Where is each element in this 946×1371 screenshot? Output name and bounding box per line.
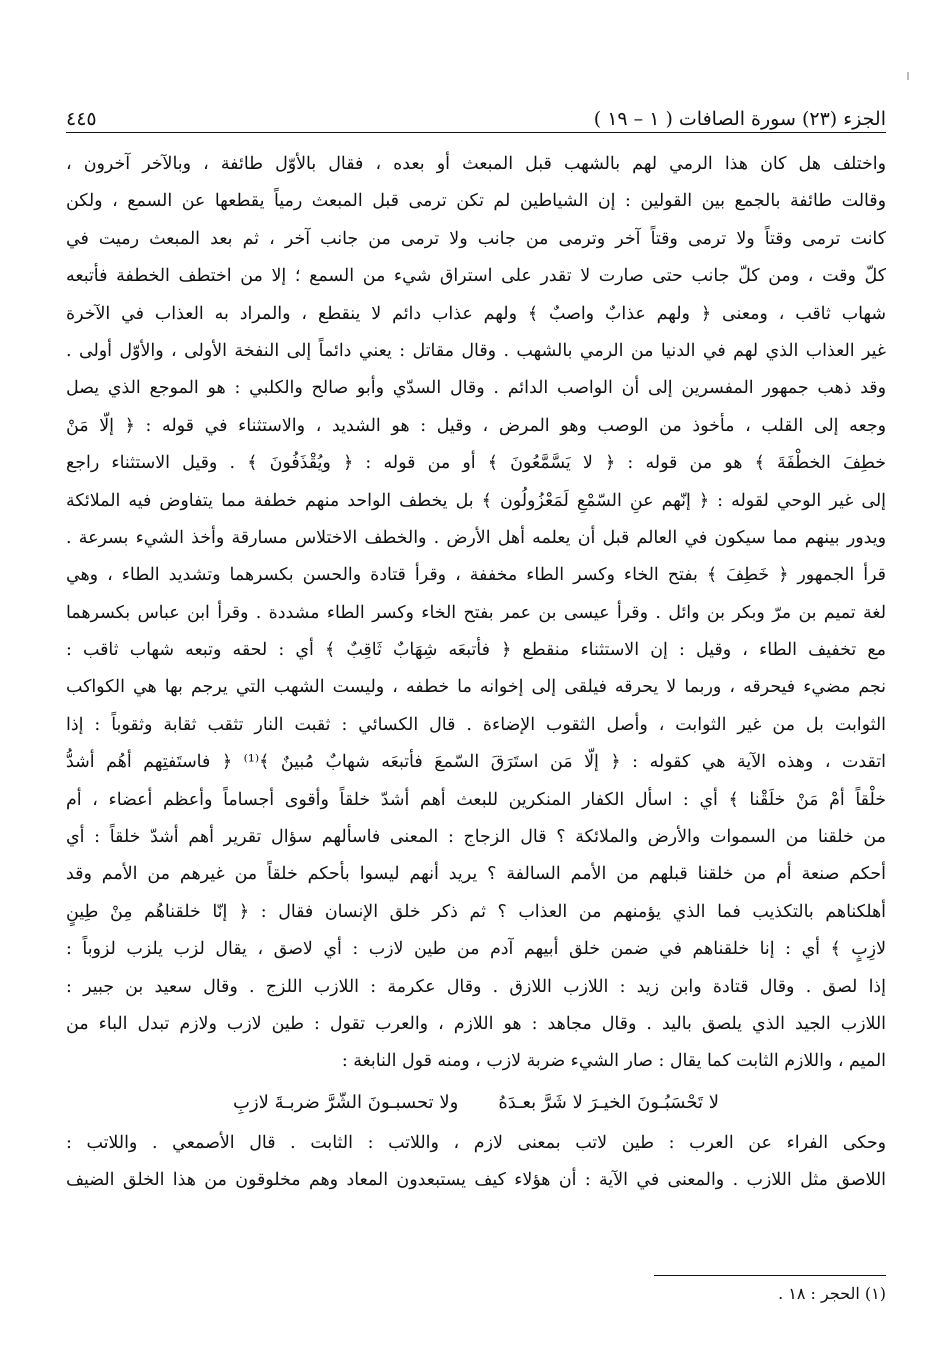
- running-title: الجزء (٢٣) سورة الصافات ( ١ – ١٩ ): [593, 108, 886, 130]
- text-line: إذا لصق . وقال قتادة وابن زيد : اللازب اللازق . وقال عكرمة : اللازب اللزج . وقال سعيد بن جبير :: [66, 976, 886, 997]
- text-line: لازِبٍ ﴾ أي : إنا خلقناهم في ضمن خلق أبيهم آدم من طين لازب : أي لاصق ، يقال لزب يلزب لزوباً :: [66, 939, 886, 960]
- text-line: ويدور بينهم مما سيكون في العالم قبل أن يعلمه أهل الأرض . والخطف الاختلاس مسارقة وأخذ الشيء بسرعة .: [66, 527, 886, 548]
- page-number: ٤٤٥: [66, 108, 97, 130]
- text-line: أهلكناهم بالتكذيب فما الذي يؤمنهم من العذاب ؟ ثم ذكر خلق الإنسان فقال : ﴿ إنّا خلقناهُم مِنْ طِينٍ: [66, 901, 886, 922]
- footnote-rule: [654, 1275, 886, 1276]
- text-line: شهاب ثاقب ، ومعنى ﴿ ولهم عذابٌ واصبٌ ﴾ ولهم عذاب دائم لا ينقطع ، والمراد به العذاب في الآخرة: [66, 303, 886, 324]
- text-line: إلى غير الوحي لقوله : ﴿ إنّهم عنِ السّمْعِ لَمَعْزُولُون ﴾ بل يخطف الواحد منهم خطفة مما يتفاوض فيه الملائكة: [66, 490, 886, 511]
- text-line: اتقدت ، وهذه الآية هي كقوله : ﴿ إلّا مَن استَرَقَ السّمعَ فأتبعَه شهابٌ مُبينٌ ﴾⁽¹⁾ ﴿ فاستَفتِهم أهُم أشدُّ: [66, 752, 886, 773]
- text-line: نجم مضيء فيحرقه ، وربما لا يحرقه فيلقى إلى إخوانه ما خطفه ، وليست الشهب التي يرجم بها هي الكواكب: [66, 677, 886, 698]
- text-line: وقد ذهب جمهور المفسرين إلى أن الواصب الدائم . وقال السدّي وأبو صالح والكلبي : هو الموجع الذي يصل: [66, 378, 886, 399]
- text-line: خلْقاً أمْ مَنْ خلَقْنا ﴾ أي : اسأل الكفار المنكرين للبعث أهم أشدّ خلقاً وأقوى أجساماً وأعظم أعضاء ، أم: [66, 789, 886, 810]
- text-line: وقالت طائفة بالجمع بين القولين : إن الشياطين لم تكن ترمى قبل المبعث رمياً يقطعها عن السمع ، ولكن: [66, 191, 886, 212]
- text-line: كانت ترمى وقتاً ولا ترمى وقتاً آخر وترمى من جانب ولا ترمى من جانب آخر ، ثم بعد المبعث رميت في: [66, 228, 886, 249]
- verse-hemistich-2: ولا تحسبـونَ الشّرَّ ضربـةَ لازبِ: [233, 1091, 459, 1113]
- poetry-verse: [66, 1081, 886, 1125]
- text-line: واختلف هل كان هذا الرمي لهم بالشهب قبل المبعث أو بعده ، فقال بالأوّل طائفة ، وبالآخر آخرون ،: [66, 154, 886, 174]
- page-header: [66, 96, 886, 130]
- verse-hemistich-1: لا تَحْسَبُـونَ الخيـرَ لا شَرَّ بعـدَهُ: [498, 1091, 719, 1113]
- text-line: أحكم صنعة أم من خلقنا قبلهم من الأمم السالفة ؟ يريد أنهم ليسوا بأحكم خلقاً من غيرهم من الأمم وقد: [66, 864, 886, 885]
- text-line: خطِفَ الخطْفَةَ ﴾ هو من قوله : ﴿ لا يَسَّمَّعُونَ ﴾ أو من قوله : ﴿ ويُقْذَفُونَ ﴾ . وقيل الاستثناء راجع: [66, 453, 886, 474]
- header-rule: [66, 132, 886, 133]
- text-line: الثوابت بل من غير الثوابت ، وأصل الثقوب الإضاءة . قال الكسائي : ثقبت النار تثقب ثقابة وثقوباً : إذا: [66, 714, 886, 735]
- text-line: مع تخفيف الطاء ، وقيل : إن الاستثناء منقطع ﴿ فأتبعَه شِهَابٌ ثَاقِبٌ ﴾ أي : لحقه وتبعه شهاب ثاقب :: [66, 640, 886, 661]
- text-line: قرأ الجمهور ﴿ خَطِفَ ﴾ بفتح الخاء وكسر الطاء مخففة ، وقرأ قتادة والحسن بكسرهما وتشديد الطاء ، وهي: [66, 565, 886, 586]
- text-line: غير العذاب الذي لهم في الدنيا من الرمي بالشهب . وقال مقاتل : يعني دائماً إلى النفخة الأولى ، والأوّل أولى .: [66, 340, 886, 361]
- text-line: كلّ وقت ، ومن كلّ جانب حتى صارت لا تقدر على استراق شيء من السمع ؛ إلا من اختطف الخطفة فأتبعه: [66, 266, 886, 287]
- text-line: اللاصق مثل اللازب . والمعنى في الآية : أن هؤلاء كيف يستبعدون المعاد وهم مخلوقون من هذا الخلق الضيف: [66, 1170, 886, 1191]
- text-line: اللازب الجيد الذي يلصق باليد . وقال مجاهد : هو اللازم ، والعرب تقول : طين لازب ولازم تبدل الباء من: [66, 1013, 886, 1034]
- text-line: من خلقنا من السموات والأرض والملائكة ؟ قال الزجاج : المعنى فاسألهم سؤال تقرير أهم أشدّ خلقاً : أي: [66, 827, 886, 848]
- footnote: (١) الحجر : ١٨ .: [778, 1284, 886, 1303]
- text-line: وجعه إلى القلب ، مأخوذ من الوصب وهو المرض ، وقيل : هو الشديد ، والاستثناء في قوله : ﴿ إلّا مَنْ: [66, 415, 886, 436]
- main-text: [66, 146, 886, 1200]
- text-line: لغة تميم بن مرّ وبكر بن وائل . وقرأ عيسى بن عمر بفتح الخاء وكسر الطاء مشددة . وقرأ ابن عباس بكسرهما: [66, 602, 886, 623]
- text-line: وحكى الفراء عن العرب : طين لاتب بمعنى لازم ، واللاتب : الثابت . قال الأصمعي . واللاتب :: [66, 1132, 886, 1153]
- scan-mark: [907, 72, 909, 80]
- text-line: الميم ، واللازم الثابت كما يقال : صار الشيء ضربة لازب ، ومنه قول النابغة :: [341, 1051, 886, 1072]
